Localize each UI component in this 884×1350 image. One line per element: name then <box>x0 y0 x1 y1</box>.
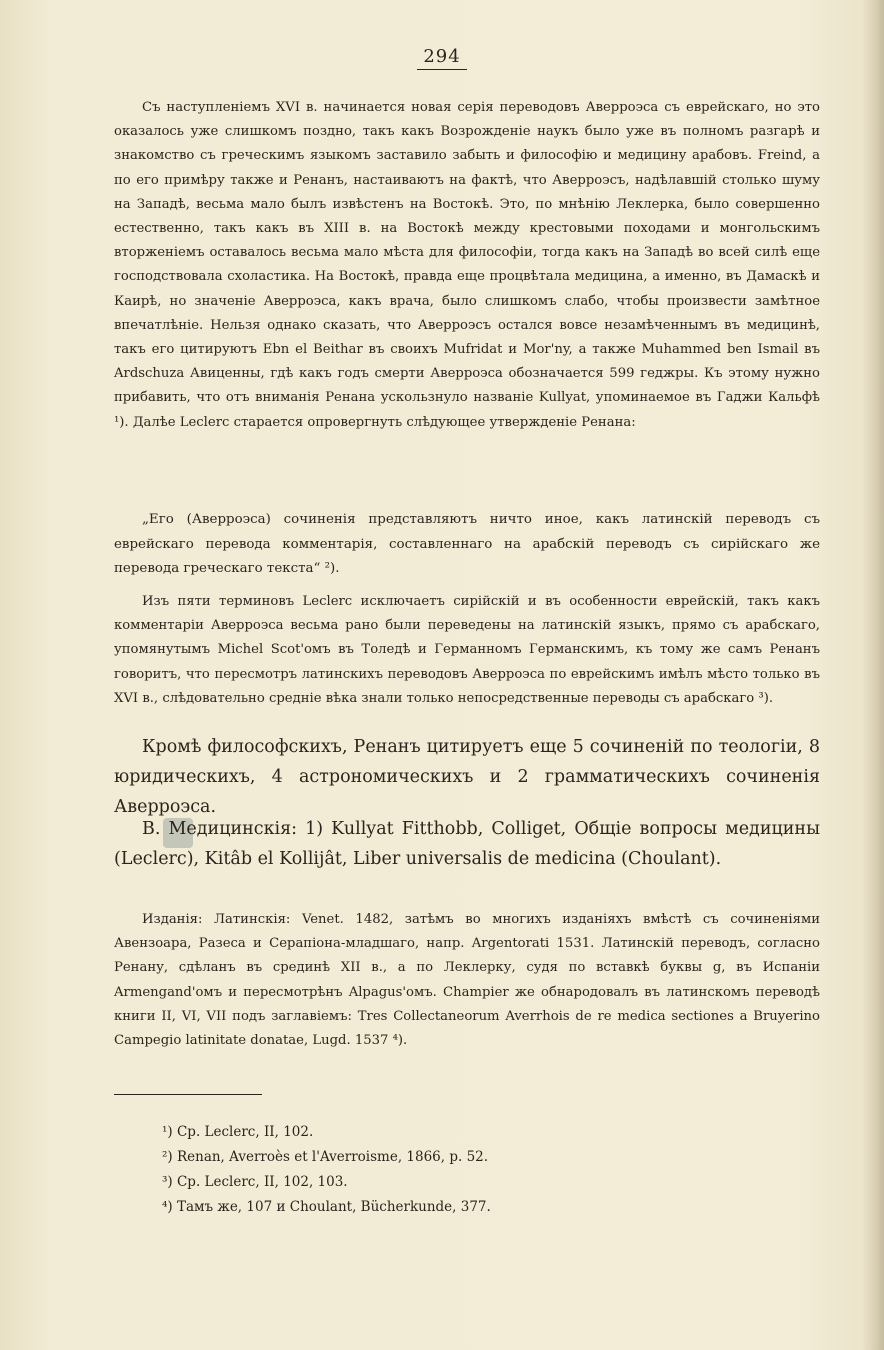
section-b-heading-text: B. Медицинскія: 1) Kullyat Fitthobb, Colliget, Общіе вопросы медицины (Leclerc), Kitâb el Kollijât, Liber universalis de medicina (Choulant). <box>114 819 820 869</box>
paragraph-4 <box>114 732 820 822</box>
footnote-4: ⁴) Тамъ же, 107 и Choulant, Bücherkunde, 377. <box>162 1199 491 1215</box>
page-edge-shadow <box>862 0 884 1350</box>
editions-paragraph <box>114 908 820 1053</box>
quote-paragraph <box>114 508 820 582</box>
footnotes <box>162 1120 762 1220</box>
page-number <box>0 46 884 67</box>
footnote-2: ²) Renan, Averroès et l'Averroisme, 1866, p. 52. <box>162 1149 489 1165</box>
paragraph-1-text: Съ наступленіемъ XVI в. начинается новая серія переводовъ Аверроэса съ еврейскаго, но это оказалось уже слишкомъ поздно, такъ какъ Возрожденіе наукъ было уже въ полномъ разгарѣ и знакомство съ греческимъ языкомъ заставило забыть и философію и медицину арабовъ. Freind, а по его примѣру также и Ренанъ, настаиваютъ на фактѣ, что Аверроэсъ, надѣлавшій столько шуму на Западѣ, весьма мало былъ извѣстенъ на Востокѣ. Это, по мнѣнію Леклерка, было совершенно естественно, такъ какъ въ XIII в. на Востокѣ между крестовыми походами и монгольскимъ вторженіемъ оставалось весьма мало мѣста для философіи, тогда какъ на Западѣ во всей силѣ еще господствовала схоластика. На Востокѣ, правда еще процвѣтала медицина, а именно, въ Дамаскѣ и Каирѣ, но значеніе Аверроэса, какъ врача, было слишкомъ слабо, чтобы произвести замѣтное впечатлѣніе. Нельзя однако сказать, что Аверроэсъ остался вовсе незамѣченнымъ въ медицинѣ, такъ его цитируютъ Ebn el Beithar въ своихъ Mufridat и Mor'ny, а также Muhammed ben Ismail въ Ardschuza Авиценны, гдѣ какъ годъ смерти Аверроэса обозначается 599 геджры. Къ этому нужно прибавить, что отъ вниманія Ренана ускользнуло названіе Kullyat, упоминаемое въ Гаджи Кальфѣ ¹). Далѣе Leclerc старается опровергнуть слѣдующее утвержденіе Ренана: <box>114 100 820 430</box>
paragraph-4-text: Кромѣ философскихъ, Ренанъ цитируетъ еще 5 сочиненій по теологіи, 8 юридическихъ, 4 астрономическихъ и 2 грамматическихъ сочиненія Аверроэса. <box>114 737 820 817</box>
paragraph-3-text: Изъ пяти терминовъ Leclerc исключаетъ сирійскій и въ особенности еврейскій, такъ какъ комментаріи Аверроэса весьма рано были переведены на латинскій языкъ, прямо съ арабскаго, упомянутымъ Michel Scot'омъ въ Толедѣ и Германномъ Германскимъ, къ тому же самъ Ренанъ говоритъ, что пересмотръ латинскихъ переводовъ Аверроэса по еврейскимъ имѣлъ мѣсто только въ XVI в., слѣдовательно средніе вѣка знали только непосредственные переводы съ арабскаго ³). <box>114 594 820 706</box>
editions-paragraph-text: Изданія: Латинскія: Venet. 1482, затѣмъ во многихъ изданіяхъ вмѣстѣ съ сочиненіями Авензоара, Разеса и Серапіона-младшаго, напр. Argentorati 1531. Латинскій переводъ, согласно Ренану, сдѣланъ въ срединѣ XII в., а по Леклерку, судя по вставкѣ буквы g, въ Испаніи Armengand'омъ и пересмотрѣнъ Alpagus'омъ. Champier же обнародовалъ въ латинскомъ переводѣ книги II, VI, VII подъ заглавіемъ: Tres Collectaneorum Averrhois de re medica sectiones a Bruyerino Campegio latinitate donatae, Lugd. 1537 ⁴). <box>114 912 820 1049</box>
paragraph-1 <box>114 96 820 435</box>
footnote-1: ¹) Ср. Leclerc, II, 102. <box>162 1124 314 1140</box>
footnote-3: ³) Ср. Leclerc, II, 102, 103. <box>162 1174 348 1190</box>
footnote-divider <box>114 1094 262 1095</box>
section-b-heading <box>114 814 820 874</box>
page-number-text: 294 <box>417 46 466 70</box>
paragraph-3 <box>114 590 820 711</box>
quote-paragraph-text: „Его (Аверроэса) сочиненія представляютъ ничто иное, какъ латинскій переводъ съ еврейскаго перевода комментарія, составленнаго на арабскій переводъ съ сирійскаго же перевода греческаго текста“ ²). <box>114 512 820 576</box>
